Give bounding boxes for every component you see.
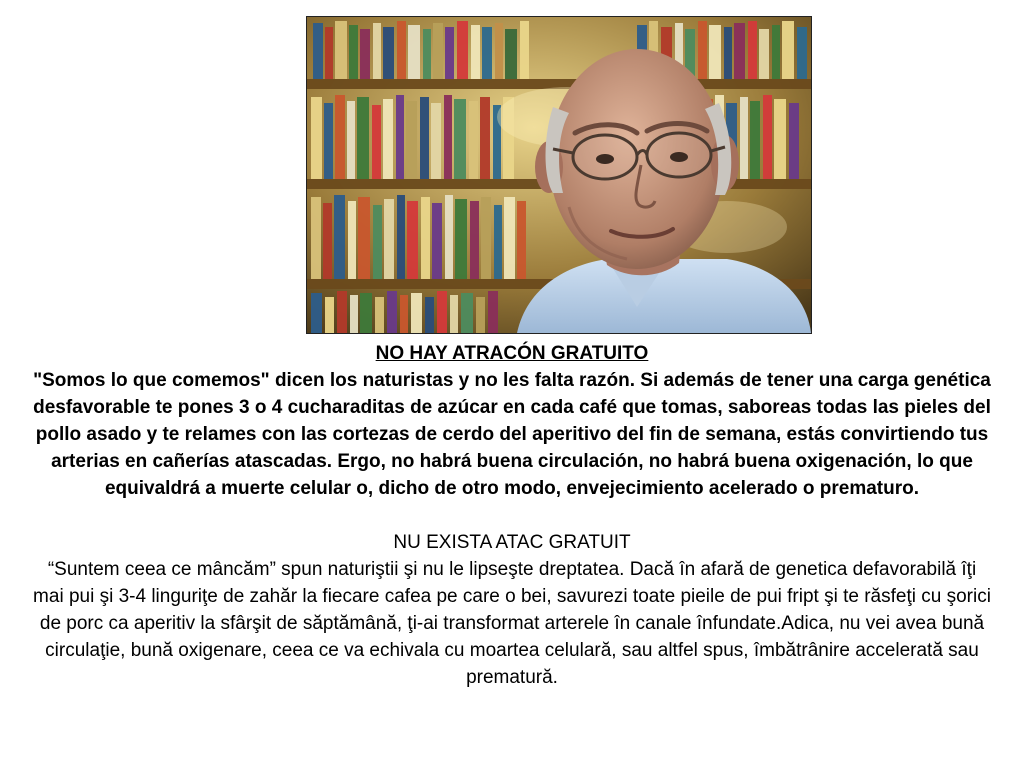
portrait-photo [306, 16, 812, 334]
spanish-title: NO HAY ATRACÓN GRATUITO [375, 343, 649, 364]
romanian-title: NU EXISTA ATAC GRATUIT [393, 532, 631, 553]
romanian-paragraph: “Suntem ceea ce mâncăm” spun naturiştii şi nu le lipseşte dreptatea. Dacă în afară de genetica defavorabilă îţi mai pui şi 3-4 linguriţe de zahăr la fiecare cafea pe care o bei, savurezi toate pieile de pui fript şi te răsfeţi cu şorici de porc ca aperitiv la sfârşit de săptămână, ţi-ai transformat arterele în canale înfundate.Adica, nu vei avea bună circulaţie, bună oxigenare, ceea ce va echivala cu moartea celulară, sau altfel spus, îmbătrânire accelerată sau prematură. [33, 559, 991, 688]
section-spacer [30, 502, 994, 529]
text-content [30, 340, 994, 691]
portrait-illustration [307, 17, 811, 333]
spanish-paragraph: "Somos lo que comemos" dicen los naturistas y no les falta razón. Si además de tener una carga genética desfavorable te pones 3 o 4 cucharaditas de azúcar en cada café que tomas, saboreas todas las pieles del pollo asado y te relames con las cortezas de cerdo del aperitivo del fin de semana, estás convirtiendo tus arterias en cañerías atascadas. Ergo, no habrá buena circulación, no habrá buena oxigenación, lo que equivaldrá a muerte celular o, dicho de otro modo, envejecimiento acelerado o prematuro. [33, 370, 991, 499]
